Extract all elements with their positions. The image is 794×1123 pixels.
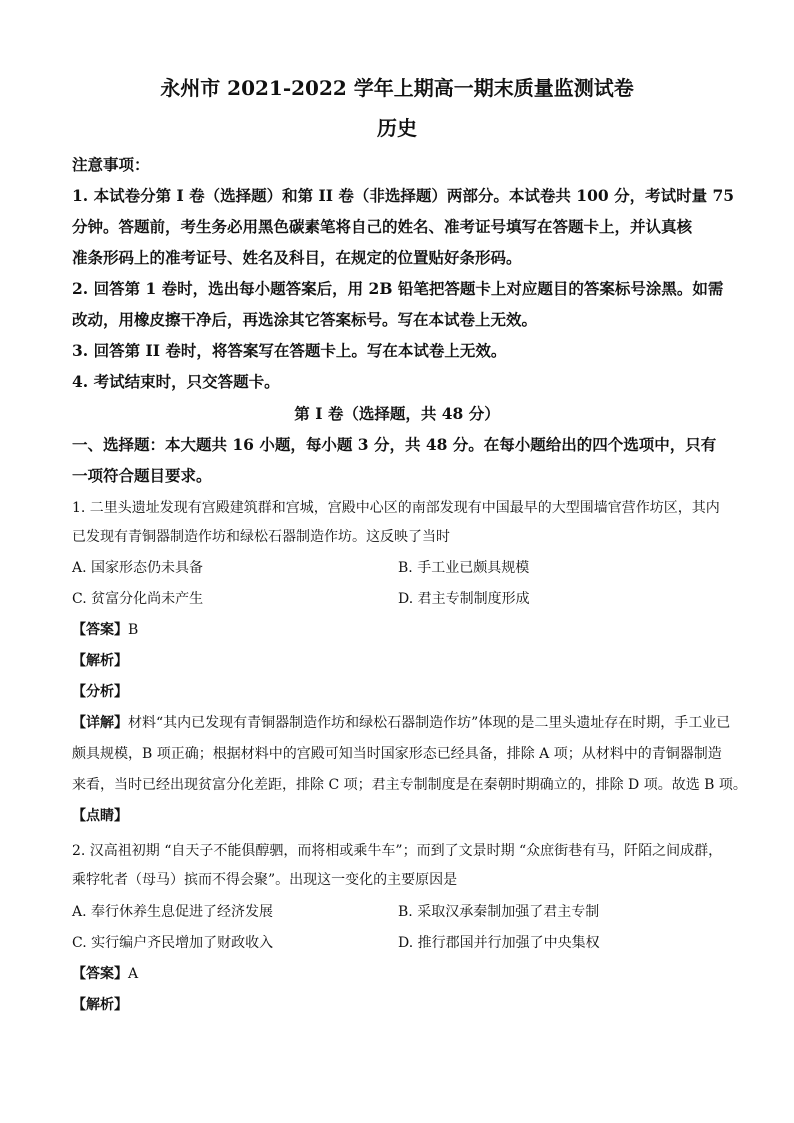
option-d: D. 君主专制制度形成 [398,591,530,607]
answer-line [72,619,138,639]
detail-text: 颇具规模，B 项正确；根据材料中的宫殿可知当时国家形态已经具备，排除 A 项；从材料中的青铜器制造 [72,746,722,762]
question-stem: 1. 二里头遗址发现有宫殿建筑群和宫城，宫殿中心区的南部发现有中国最早的大型围墙官营作坊区，其内 [72,500,720,516]
detail-tag: 【详解】 [72,715,128,731]
exam-title: 永州市 2021-2022 学年上期高一期末质量监测试卷 [160,76,634,100]
notes-line: 4. 考试结束时，只交答题卡。 [72,372,280,391]
analysis-tag: 【解析】 [72,653,128,669]
answer-value: B [128,622,139,638]
dianjing-tag: 【点睛】 [72,808,128,824]
subject-title: 历史 [377,116,417,140]
section-intro: 一项符合题目要求。 [72,466,212,485]
notes-line: 准条形码上的准考证号、姓名及科目，在规定的位置贴好条形码。 [72,248,522,267]
option-c: C. 实行编户齐民增加了财政收入 [72,935,274,951]
option-c: C. 贫富分化尚未产生 [72,591,204,607]
notes-line: 分钟。答题前，考生务必用黑色碳素笔将自己的姓名、准考证号填写在答题卡上，并认真核 [72,217,693,236]
question-stem: 已发现有青铜器制造作坊和绿松石器制造作坊。这反映了当时 [72,529,450,545]
notes-line: 改动，用橡皮擦干净后，再选涂其它答案标号。写在本试卷上无效。 [72,310,538,329]
question-stem: 乘牸牝者（母马）摈而不得会聚”。出现这一变化的主要原因是 [72,872,458,888]
option-a: A. 奉行休养生息促进了经济发展 [72,904,274,920]
option-d: D. 推行郡国并行加强了中央集权 [398,935,600,951]
answer-tag: 【答案】 [72,966,128,982]
notes-heading: 注意事项： [72,155,150,174]
section-intro: 一、选择题：本大题共 16 小题，每小题 3 分，共 48 分。在每小题给出的四个选项中，只有 [72,435,717,454]
notes-line: 2. 回答第 1 卷时，选出每小题答案后，用 2B 铅笔把答题卡上对应题目的答案标号涂黑。如需 [72,279,724,298]
detail-text: 来看，当时已经出现贫富分化差距，排除 C 项；君主专制制度是在秦朝时期确立的，排除 D 项。故选 B 项。 [72,777,747,793]
detail-text: 材料“其内已发现有青铜器制造作坊和绿松石器制造作坊”体现的是二里头遗址存在时期，手工业已 [128,715,731,731]
notes-line: 1. 本试卷分第 I 卷（选择题）和第 II 卷（非选择题）两部分。本试卷共 100 分，考试时量 75 [72,186,735,205]
fenxi-tag: 【分析】 [72,684,128,700]
question-stem: 2. 汉高祖初期 “自天子不能俱醇驷，而将相或乘牛车”；而到了文景时期 “众庶街巷有马，阡陌之间成群， [72,843,723,859]
option-b: B. 手工业已颇具规模 [398,560,530,576]
notes-line: 3. 回答第 II 卷时，将答案写在答题卡上。写在本试卷上无效。 [72,341,507,360]
section-title: 第 I 卷（选择题，共 48 分） [294,404,500,423]
answer-value: A [128,966,139,982]
option-a: A. 国家形态仍未具备 [72,560,204,576]
detail-line [72,712,730,732]
answer-tag: 【答案】 [72,622,128,638]
option-b: B. 采取汉承秦制加强了君主专制 [398,904,600,920]
analysis-tag: 【解析】 [72,997,128,1013]
answer-line [72,963,138,983]
